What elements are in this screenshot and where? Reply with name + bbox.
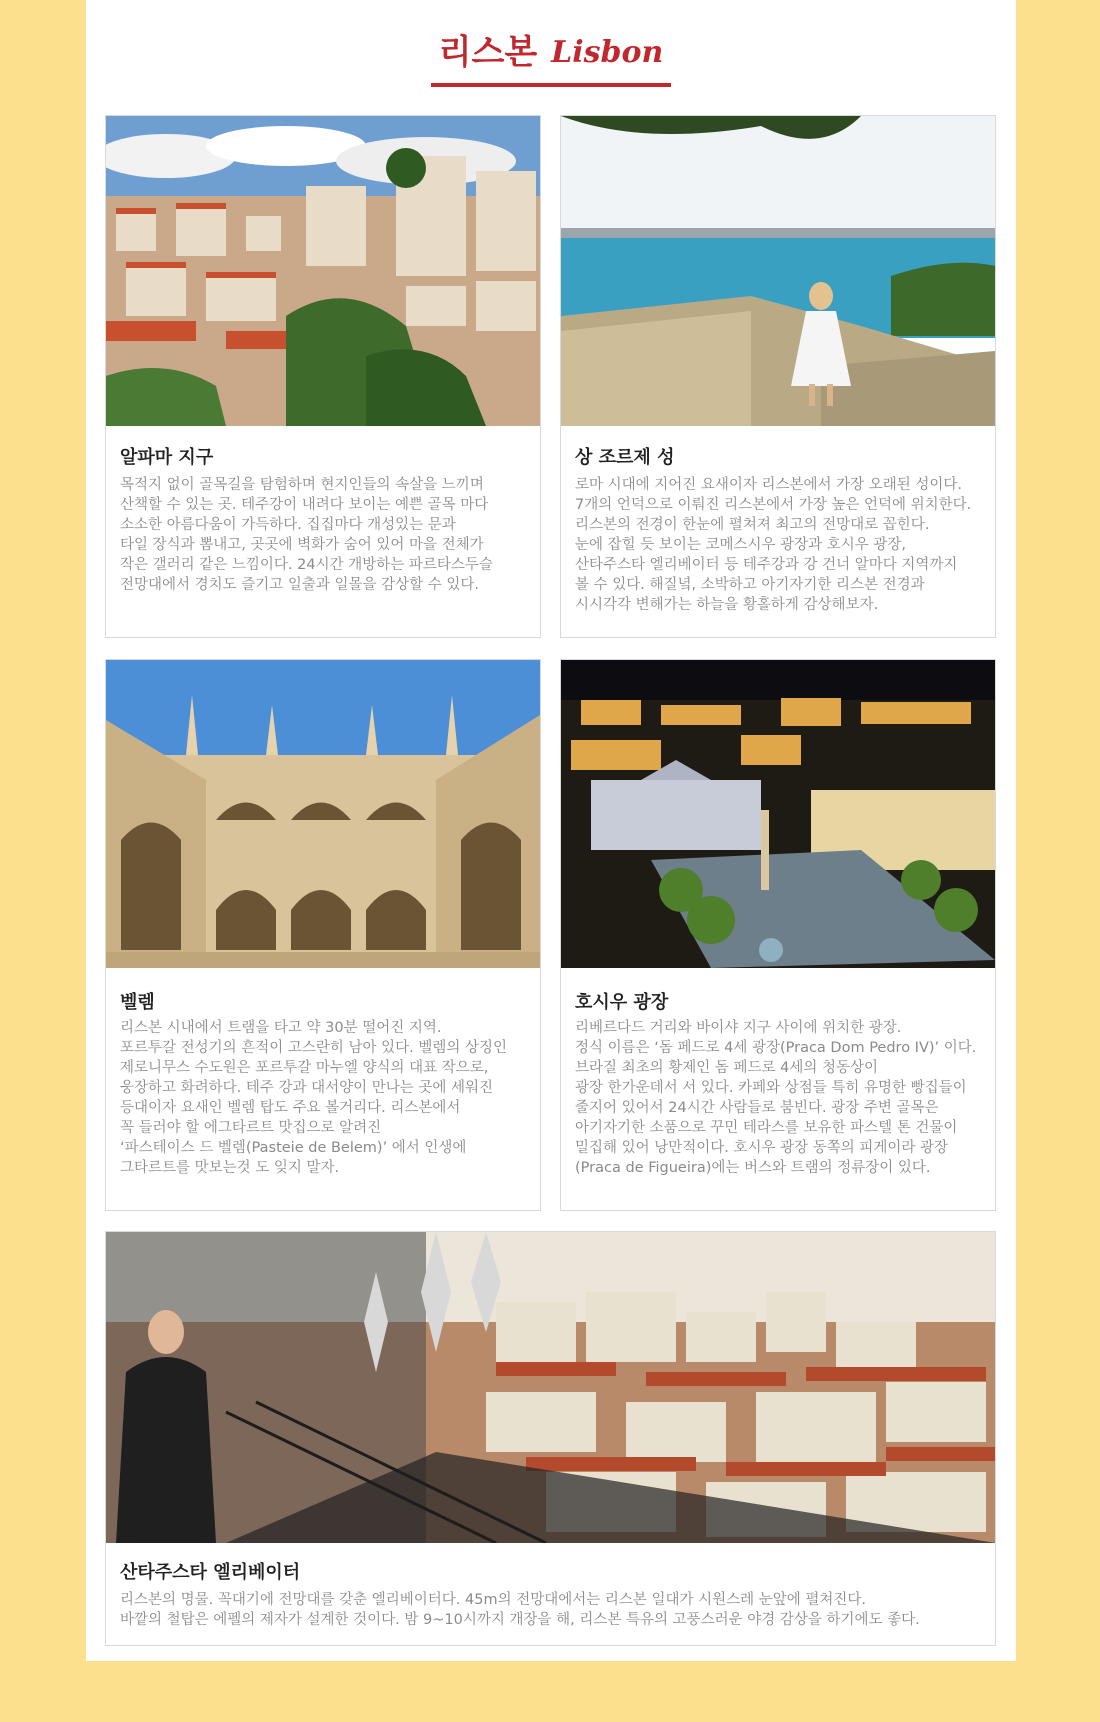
card-title: 벨렘 — [120, 992, 155, 1013]
card-description — [120, 1590, 920, 1630]
woman-at-castle-wall-river-view-photo — [561, 116, 995, 426]
description-line: 광장 한가운데서 서 있다. 카페와 상점들 특히 유명한 빵집들이 — [575, 1080, 967, 1096]
description-line: 줄지어 있어서 24시간 사람들로 붐빈다. 광장 주변 골목은 — [575, 1100, 939, 1116]
card-santa-justa-elevator — [105, 1231, 996, 1646]
description-line: 아기자기한 소품으로 꾸민 테라스를 보유한 파스텔 톤 건물이 — [575, 1120, 958, 1136]
santa-justa-elevator-view-photo — [106, 1232, 995, 1543]
description-line: 소소한 아름다움이 가득하다. 집집마다 개성있는 문과 — [120, 517, 456, 533]
description-line: 바깥의 철탑은 에펠의 제자가 설계한 것이다. 밤 9~10시까지 개장을 해, 리스본 특유의 고풍스러운 야경 감상을 하기에도 좋다. — [120, 1612, 920, 1628]
card-title: 호시우 광장 — [575, 992, 669, 1013]
description-line: 리스본의 전경이 한눈에 펼쳐져 최고의 전망대로 꼽힌다. — [575, 517, 930, 533]
description-line: 전망대에서 경치도 즐기고 일출과 일몰을 감상할 수 있다. — [120, 577, 480, 593]
description-line: 산타주스타 엘리베이터 등 테주강과 강 건너 알마다 지역까지 — [575, 557, 958, 573]
description-line: 정식 이름은 ‘돔 페드로 4세 광장(Praca Dom Pedro IV)’ 이다. — [575, 1040, 977, 1056]
description-line: 리베르다드 거리와 바이샤 지구 사이에 위치한 광장. — [575, 1020, 902, 1036]
card-sao-jorge-castle — [560, 115, 996, 638]
card-rossio-square — [560, 659, 996, 1211]
description-line: 꼭 들러야 할 에그타르트 맛집으로 알려진 — [120, 1120, 382, 1136]
description-line: 산책할 수 있는 곳. 테주강이 내려다 보이는 예쁜 골목 마다 — [120, 497, 489, 513]
description-line: 웅장하고 화려하다. 테주 강과 대서양이 만나는 곳에 세워진 — [120, 1080, 494, 1096]
card-description — [575, 475, 971, 615]
description-line: 7개의 언덕으로 이뤄진 리스본에서 가장 높은 언덕에 위치한다. — [575, 497, 972, 513]
description-line: 눈에 잡힐 듯 보이는 코메스시우 광장과 호시우 광장, — [575, 537, 907, 553]
description-line: ‘파스테이스 드 벨렘(Pasteie de Belem)’ 에서 인생에 — [120, 1140, 467, 1156]
description-line: 제로니무스 수도원은 포르투갈 마누엘 양식의 대표 작으로, — [120, 1060, 489, 1076]
card-title: 알파마 지구 — [120, 447, 214, 468]
page-header — [86, 28, 1016, 88]
card-description — [120, 475, 493, 595]
card-title: 산타주스타 엘리베이터 — [120, 1562, 301, 1583]
description-line: 볼 수 있다. 해질녘, 소박하고 아기자기한 리스본 전경과 — [575, 577, 925, 593]
card-description — [120, 1018, 507, 1178]
description-line: 타일 장식과 뽐내고, 곳곳에 벽화가 숨어 있어 마을 전체가 — [120, 537, 484, 553]
description-line: 포르투갈 전성기의 흔적이 고스란히 남아 있다. 벨렘의 상징인 — [120, 1040, 508, 1056]
card-alfama — [105, 115, 541, 638]
title-english: Lisbon — [551, 34, 664, 70]
description-line: 리스본의 명물. 꼭대기에 전망대를 갖춘 엘리베이터다. 45m의 전망대에서는 리스본 일대가 시원스레 눈앞에 펼쳐진다. — [120, 1592, 867, 1608]
card-title: 상 조르제 성 — [575, 447, 675, 468]
description-line: 브라질 최초의 황제인 돔 페드로 4세의 청동상이 — [575, 1060, 879, 1076]
rossio-square-night-photo — [561, 660, 995, 968]
description-line: 그타르트를 맛보는것 도 잊지 말자. — [120, 1160, 340, 1176]
content-page — [86, 0, 1016, 1661]
description-line: 밀집해 있어 낭만적이다. 호시우 광장 동쪽의 피게이라 광장 — [575, 1140, 949, 1156]
description-line: 리스본 시내에서 트램을 타고 약 30분 떨어진 지역. — [120, 1020, 442, 1036]
description-line: 목적지 없이 골목길을 탐험하며 현지인들의 속살을 느끼며 — [120, 477, 484, 493]
page-title — [431, 28, 672, 87]
card-belem — [105, 659, 541, 1211]
title-korean: 리스본 — [438, 32, 538, 73]
description-line: 작은 갤러리 같은 느낌이다. 24시간 개방하는 파르타스두슬 — [120, 557, 493, 573]
description-line: 시시각각 변해가는 하늘을 황홀하게 감상해보자. — [575, 597, 879, 613]
card-description — [575, 1018, 976, 1178]
description-line: 등대이자 요새인 벨렘 탑도 주요 볼거리다. 리스본에서 — [120, 1100, 461, 1116]
description-line: 로마 시대에 지어진 요새이자 리스본에서 가장 오래된 성이다. — [575, 477, 963, 493]
jeronimos-cloister-arches-photo — [106, 660, 540, 968]
description-line: (Praca de Figueira)에는 버스와 트램의 정류장이 있다. — [575, 1160, 931, 1176]
alfama-hillside-city-photo — [106, 116, 540, 426]
